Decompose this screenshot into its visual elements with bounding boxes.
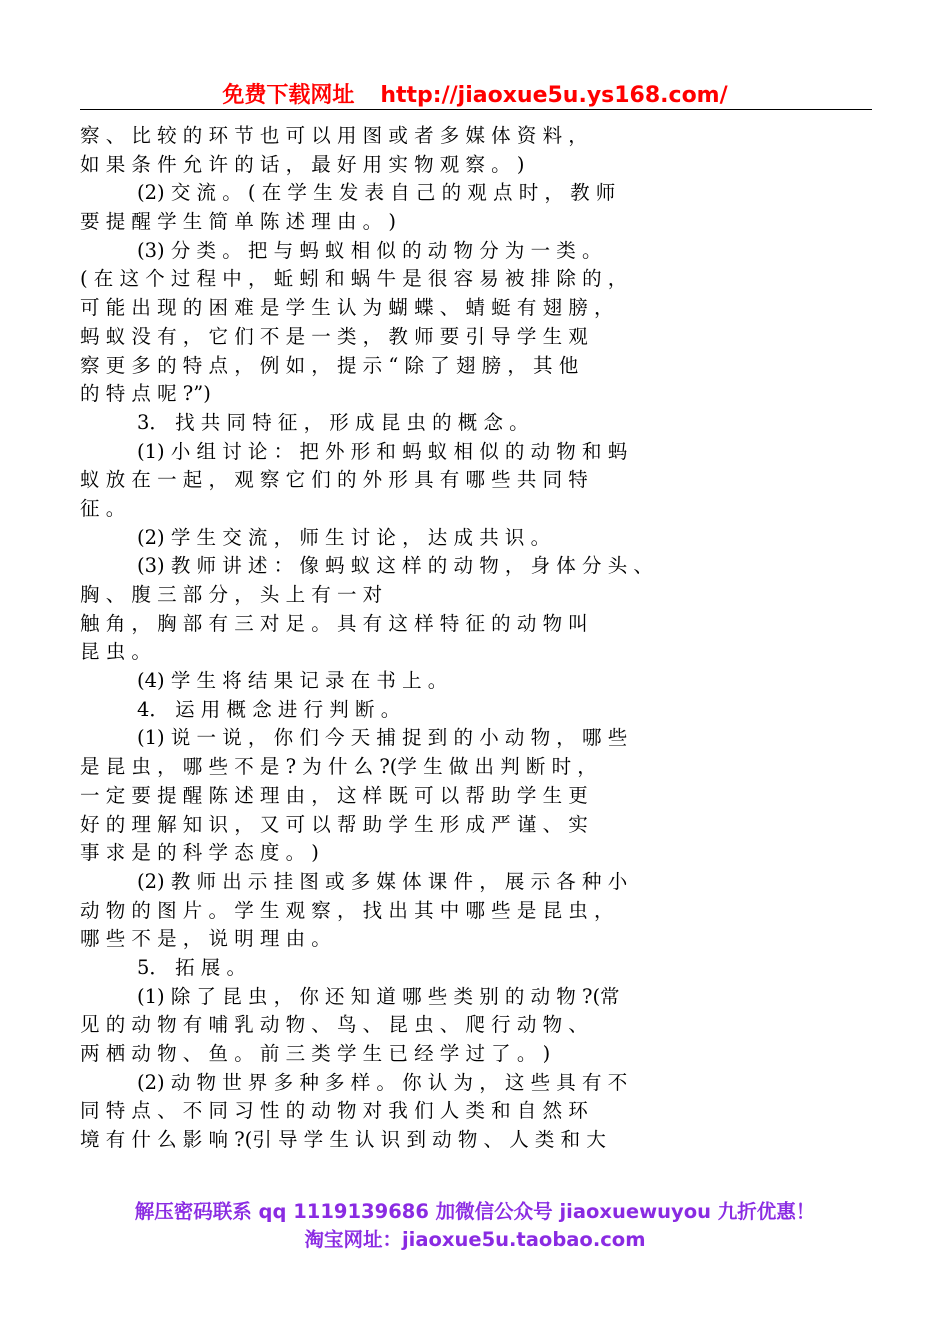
body-line: 两 栖 动 物 、 鱼 。 前 三 类 学 生 已 经 学 过 了 。 ) xyxy=(80,1042,551,1065)
body-line: (2) 学 生 交 流 ， 师 生 讨 论 ， 达 成 共 识 。 xyxy=(137,525,551,549)
page-header xyxy=(0,78,950,109)
body-line: (1) 说 一 说 ， 你 们 今 天 捕 捉 到 的 小 动 物 ， 哪 些 xyxy=(137,726,628,750)
section-heading: 5． 拓 展 。 xyxy=(137,955,247,979)
document-body xyxy=(80,122,880,1155)
body-line: 一 定 要 提 醒 陈 述 理 由 ， 这 样 既 可 以 帮 助 学 生 更 xyxy=(80,783,588,807)
body-line: 好 的 理 解 知 识 ， 又 可 以 帮 助 学 生 形 成 严 谨 、 实 xyxy=(80,812,588,836)
body-line: (2) 教 师 出 示 挂 图 或 多 媒 体 课 件 ， 展 示 各 种 小 xyxy=(137,869,628,893)
body-line: 的 特 点 呢 ?”) xyxy=(80,382,211,406)
body-line: 哪 些 不 是 ， 说 明 理 由 。 xyxy=(80,927,331,951)
body-line: 昆 虫 。 xyxy=(80,640,151,664)
body-line: 事 求 是 的 科 学 态 度 。 ) xyxy=(80,841,319,865)
body-line: 是 昆 虫 ， 哪 些 不 是 ? 为 什 么 ?(学 生 做 出 判 断 时 ， xyxy=(80,755,597,779)
body-line: (1) 小 组 讨 论 ： 把 外 形 和 蚂 蚁 相 似 的 动 物 和 蚂 xyxy=(137,439,628,463)
body-line: 蚁 放 在 一 起 ， 观 察 它 们 的 外 形 具 有 哪 些 共 同 特 xyxy=(80,468,588,492)
body-line: 胸 、 腹 三 部 分 ， 头 上 有 一 对 xyxy=(80,583,383,606)
body-line: 触 角 ， 胸 部 有 三 对 足 。 具 有 这 样 特 征 的 动 物 叫 xyxy=(80,611,588,635)
body-line: 可 能 出 现 的 困 难 是 学 生 认 为 蝴 蝶 、 蜻 蜓 有 翅 膀 ， xyxy=(80,296,614,320)
body-line: 同 特 点 、 不 同 习 性 的 动 物 对 我 们 人 类 和 自 然 环 xyxy=(80,1099,588,1123)
header-url-link[interactable]: http://jiaoxue5u.ys168.com/ xyxy=(380,83,728,108)
body-line: 要 提 醒 学 生 简 单 陈 述 理 由 。 ) xyxy=(80,210,396,234)
body-line: 征 。 xyxy=(80,496,126,520)
body-line: ( 在 这 个 过 程 中 ， 蚯 蚓 和 蜗 牛 是 很 容 易 被 排 除 的 ， xyxy=(80,267,628,291)
header-label: 免费下载网址 xyxy=(222,83,355,108)
body-line: (4) 学 生 将 结 果 记 录 在 书 上 。 xyxy=(137,669,448,693)
body-line: 见 的 动 物 有 哺 乳 动 物 、 鸟 、 昆 虫 、 爬 行 动 物 、 xyxy=(80,1013,588,1037)
body-line: 察 更 多 的 特 点 ， 例 如 ， 提 示 “ 除 了 翅 膀 ， 其 他 xyxy=(80,353,579,377)
body-line: 境 有 什 么 影 响 ?(引 导 学 生 认 识 到 动 物 、 人 类 和 大 xyxy=(80,1128,606,1152)
body-line: (2) 交 流 。 ( 在 学 生 发 表 自 己 的 观 点 时 ， 教 师 xyxy=(137,181,616,205)
body-line: 蚂 蚁 没 有 ， 它 们 不 是 一 类 ， 教 师 要 引 导 学 生 观 xyxy=(80,324,588,348)
section-heading: 3． 找 共 同 特 征 ， 形 成 昆 虫 的 概 念 。 xyxy=(137,410,529,434)
body-line: (3) 分 类 。 把 与 蚂 蚁 相 似 的 动 物 分 为 一 类 。 xyxy=(137,238,602,262)
body-line: (1) 除 了 昆 虫 ， 你 还 知 道 哪 些 类 别 的 动 物 ?(常 xyxy=(137,984,620,1008)
footer-shop-link[interactable]: 淘宝网址：jiaoxue5u.taobao.com xyxy=(304,1228,646,1251)
section-heading: 4． 运 用 概 念 进 行 判 断 。 xyxy=(137,697,401,721)
body-line: (3) 教 师 讲 述 ： 像 蚂 蚁 这 样 的 动 物 ， 身 体 分 头 、 xyxy=(137,554,653,578)
body-line: 动 物 的 图 片 。 学 生 观 察 ， 找 出 其 中 哪 些 是 昆 虫 ， xyxy=(80,898,614,922)
body-line: (2) 动 物 世 界 多 种 多 样 。 你 认 为 ， 这 些 具 有 不 xyxy=(137,1070,628,1094)
header-divider xyxy=(80,109,872,110)
footer-contact: 解压密码联系 qq 1119139686 加微信公众号 jiaoxuewuyou 九折优惠！ xyxy=(134,1200,816,1223)
body-line: 察 、 比 较 的 环 节 也 可 以 用 图 或 者 多 媒 体 资 料 ， xyxy=(80,124,588,147)
body-line: 如 果 条 件 允 许 的 话 ， 最 好 用 实 物 观 察 。 ) xyxy=(80,152,525,176)
